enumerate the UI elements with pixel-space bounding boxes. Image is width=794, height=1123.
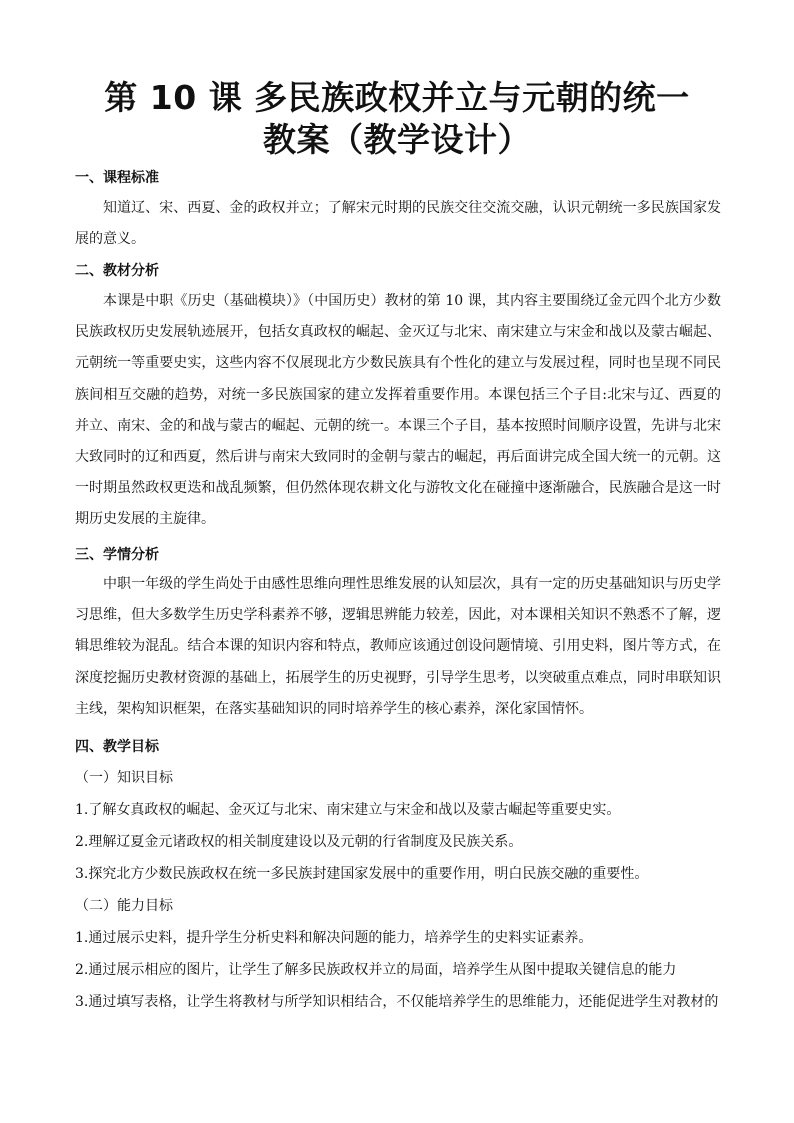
ability-objective-item: 2.通过展示相应的图片，让学生了解多民族政权并立的局面，培养学生从图中提取关键信息的能力	[75, 962, 677, 978]
ability-objective-item: 3.通过填写表格，让学生将教材与所学知识相结合，不仅能培养学生的思维能力，还能促进学生对教材的	[75, 994, 719, 1010]
student-analysis-paragraph: 中职一年级的学生尚处于由感性思维向理性思维发展的认知层次，具有一定的历史基础知识与历史学习思维，但大多数学生历史学科素养不够，逻辑思辨能力较差，因此，对本课相关知识不熟悉不了解，逻辑思维较为混乱。结合本课的知识内容和特点，教师应该通过创设问题情境、引用史料，图片等方式，在深度挖掘历史教材资源的基础上，拓展学生的历史视野，引导学生思考，以突破重点难点，同时串联知识主线，架构知识框架，在落实基础知识的同时培养学生的核心素养，深化家国情怀。	[75, 576, 721, 717]
page-title: 第 10 课 多民族政权并立与元朝的统一	[104, 78, 690, 117]
page-subtitle: 教案（教学设计）	[263, 120, 531, 159]
section-heading-textbook-analysis: 二、教材分析	[75, 263, 159, 279]
ability-objective-item: 1.通过展示史料，提升学生分析史料和解决问题的能力，培养学生的史料实证素养。	[75, 930, 593, 946]
ability-objectives-label: （二）能力目标	[75, 898, 173, 914]
knowledge-objectives-label: （一）知识目标	[75, 770, 173, 786]
textbook-analysis-paragraph: 本课是中职《历史（基础模块）》（中国历史）教材的第 10 课，其内容主要围绕辽金元四个北方少数民族政权历史发展轨迹展开，包括女真政权的崛起、金灭辽与北宋、南宋建立与宋金和战以及蒙古崛起、元朝统一等重要史实，这些内容不仅展现北方少数民族具有个性化的建立与发展过程，同时也呈现不同民族间相互交融的趋势，对统一多民族国家的建立发挥着重要作用。本课包括三个子目:北宋与辽、西夏的并立、南宋、金的和战与蒙古的崛起、元朝的统一。本课三个子目，基本按照时间顺序设置，先讲与北宋大致同时的辽和西夏，然后讲与南宋大致同时的金朝与蒙古的崛起，再后面讲完成全国大统一的元朝。这一时期虽然政权更迭和战乱频繁，但仍然体现农耕文化与游牧文化在碰撞中逐渐融合，民族融合是这一时期历史发展的主旋律。	[75, 293, 721, 528]
section-heading-curriculum-standard: 一、课程标准	[75, 170, 159, 186]
knowledge-objective-item: 1.了解女真政权的崛起、金灭辽与北宋、南宋建立与宋金和战以及蒙古崛起等重要史实。	[75, 802, 621, 818]
section-heading-student-analysis: 三、学情分析	[75, 547, 159, 563]
knowledge-objective-item: 3.探究北方少数民族政权在统一多民族封建国家发展中的重要作用，明白民族交融的重要性。	[75, 866, 649, 882]
curriculum-standard-paragraph: 知道辽、宋、西夏、金的政权并立；了解宋元时期的民族交往交流交融，认识元朝统一多民族国家发展的意义。	[75, 200, 721, 248]
section-heading-teaching-objectives: 四、教学目标	[75, 739, 159, 755]
knowledge-objective-item: 2.理解辽夏金元诸政权的相关制度建设以及元朝的行省制度及民族关系。	[75, 834, 523, 850]
